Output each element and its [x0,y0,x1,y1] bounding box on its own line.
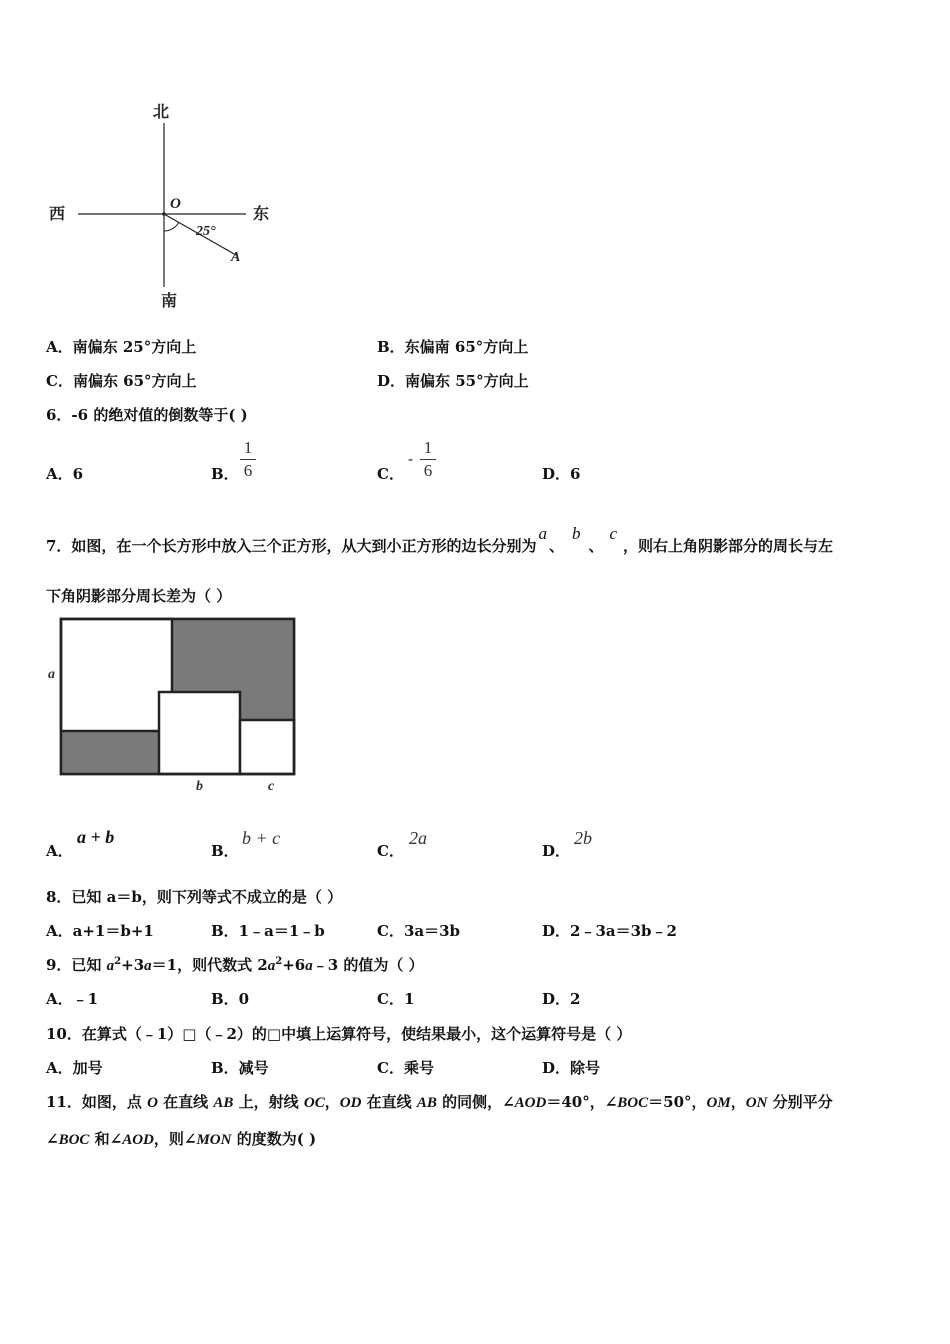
q11-text: 上，射线 [233,1093,304,1111]
q7-var-b: b [571,524,581,543]
q11-text: 的度数为( ) [231,1130,317,1148]
q9-var: a [144,958,152,974]
q10-option-a: A．加号 [46,1059,103,1077]
q11-math: MON [196,1132,232,1148]
q11-text: 的同侧，∠ [436,1093,515,1111]
q8-option-a: A．a+1＝b+1 [46,922,154,940]
q11-text: 在直线 [361,1093,417,1111]
q7-stem-part1: 7．如图，在一个长方形中放入三个正方形，从大到小正方形的边长分别为 [46,537,537,555]
south-label: 南 [161,291,178,310]
q9-option-b: B．0 [211,990,250,1008]
q7-option-b-expr: b + c [242,828,281,848]
q11-text: 在直线 [157,1093,214,1111]
q11-text: ，则∠ [153,1130,197,1148]
q7-var-c: c [609,524,618,543]
q11-math: OM [706,1095,731,1111]
fraction-numerator: 1 [423,438,433,457]
q11-math: AOD [122,1132,154,1148]
q6-option-a: A．6 [46,465,84,483]
q11-math: OD [339,1095,362,1111]
q11-math: BOC [617,1095,649,1111]
q9-var: a [305,958,313,974]
q8-option-b: B．1﹣a＝1﹣b [211,922,325,940]
q6-option-c-label: C． [377,465,404,483]
q11-math: ON [745,1095,768,1111]
q9-option-c: C．1 [377,990,415,1008]
side-label-b: b [196,779,203,794]
q10-stem: 10．在算式（﹣1）□（﹣2）的□中填上运算符号，使结果最小，这个运算符号是（ ） [46,1025,632,1043]
compass-diagram [40,95,290,315]
q9-text: ＝1，则代数式 2 [151,956,268,974]
q8-option-c: C．3a＝3b [377,922,461,940]
q10-option-b: B．减号 [211,1059,269,1077]
q9-text: +3 [121,956,145,974]
east-label: 东 [253,204,270,223]
q7-var-a: a [538,524,547,543]
q9-sup: 2 [114,956,122,967]
squares-diagram [40,612,310,802]
small-square-c [240,720,294,774]
q10-option-d: D．除号 [542,1059,601,1077]
large-square-a [61,619,172,731]
q6-option-c-sign: - [408,450,414,468]
side-label-c: c [268,779,275,794]
q7-stem-line1 [46,524,834,556]
q7-option-c-expr: 2a [409,828,427,848]
angle-label: 25° [196,224,216,239]
q7-option-a-label: A． [46,842,73,860]
q11-text: ＝40°，∠ [546,1093,618,1111]
q9-var: a [106,958,115,974]
q10-option-c: C．乘号 [377,1059,434,1077]
q8-stem: 8．已知 a＝b，则下列等式不成立的是（ ） [46,888,343,906]
q6-option-b-fraction [240,438,256,481]
q7-option-d-label: D． [542,842,571,860]
q11-text: ＝50°， [648,1093,707,1111]
q9-text: 9．已知 [46,956,107,974]
origin-label: O [170,196,181,212]
q11-text: 分别平分 [767,1093,833,1111]
q6-option-b-label: B． [211,465,239,483]
q7-stem-line2: 下角阴影部分周长差为（ ） [46,587,232,605]
fraction-numerator: 1 [243,438,253,457]
q7-option-b-label: B． [211,842,239,860]
q11-math: AB [416,1095,437,1111]
q11-text: 11．如图，点 [46,1093,148,1111]
q5-option-c: C．南偏东 65°方向上 [46,372,197,390]
q7-option-a-expr: a + b [77,827,115,847]
q9-text: +6 [282,956,306,974]
q11-text: ， [730,1093,746,1111]
q11-text: ∠ [46,1130,59,1148]
q11-text: 和∠ [89,1130,123,1148]
q9-sup: 2 [275,956,283,967]
q11-text: ， [324,1093,340,1111]
q5-option-a: A．南偏东 25°方向上 [46,338,197,356]
q6-stem: 6．-6 的绝对值的倒数等于( ) [46,406,248,424]
fraction-denominator: 6 [423,461,433,480]
q11-math: O [147,1095,158,1111]
q6-option-d: D．6 [542,465,581,483]
fraction-denominator: 6 [243,461,253,480]
q9-option-d: D．2 [542,990,581,1008]
q8-option-d: D．2﹣3a＝3b﹣2 [542,922,677,940]
q7-option-d-expr: 2b [574,828,592,848]
q11-stem-line1 [46,1091,833,1112]
angle-arc [164,222,179,231]
q5-option-d: D．南偏东 55°方向上 [377,372,529,390]
q11-stem-line2 [46,1128,316,1149]
q9-option-a: A．﹣1 [46,990,99,1008]
west-label: 西 [49,204,66,223]
q9-text: ﹣3 的值为（ ） [312,956,424,974]
q9-var: a [267,958,276,974]
q9-stem [46,954,424,975]
q11-math: AOD [514,1095,547,1111]
q7-sep2: 、 [588,537,604,555]
north-label: 北 [153,102,170,121]
q7-option-c-label: C． [377,842,404,860]
point-a-label: A [231,250,241,265]
q11-math: AB [213,1095,234,1111]
q5-option-b: B．东偏南 65°方向上 [377,338,529,356]
q11-math: OC [303,1095,325,1111]
side-label-a: a [48,667,55,682]
q6-option-c-fraction [420,438,436,481]
lower-left-shaded-region [61,731,159,774]
q7-sep1: 、 [548,537,564,555]
origin-point [162,212,166,216]
medium-square-b [159,692,240,774]
q7-stem-part2: ，则右上角阴影部分的周长与左 [623,537,834,555]
q11-math: BOC [58,1132,90,1148]
